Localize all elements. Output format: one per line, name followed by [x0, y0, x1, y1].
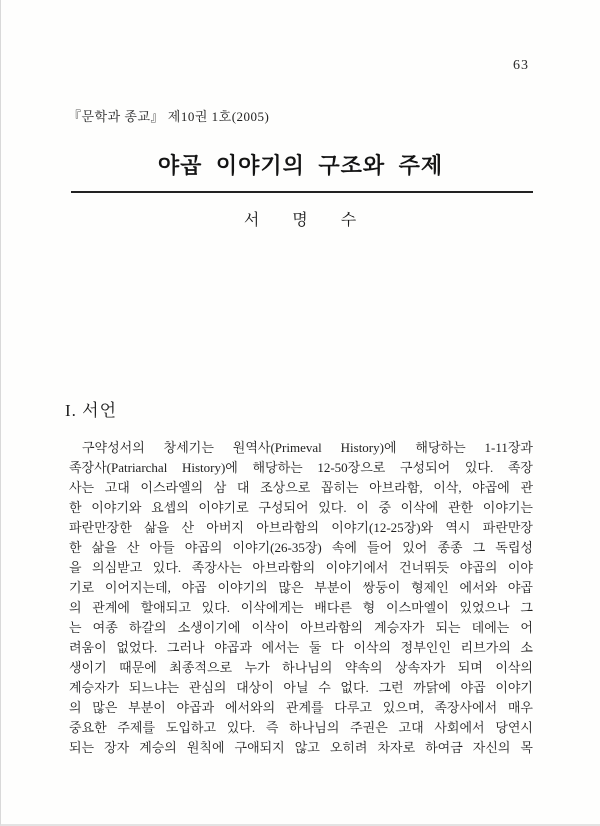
body-line: 의 많은 부분이 야곱과 에서와의 관계를 다루고 있으며, 족장사에서 매우	[69, 700, 533, 715]
journal-citation: 『문학과 종교』 제10권 1호(2005)	[68, 109, 270, 124]
body-line: 기로 이어지는데, 야곱 이야기의 많은 부분이 쌍둥이 형제인 에서와 야곱	[69, 580, 533, 595]
body-line: 구약성서의 창세기는 원역사(Primeval History)에 해당하는 1-11장과	[82, 440, 533, 455]
body-line: 을 의심받고 있다. 족장사는 아브라함의 이야기에서 건너뛰듯 야곱의 이야	[69, 560, 533, 575]
title-divider	[71, 191, 533, 193]
body-line: 중요한 주제를 도입하고 있다. 즉 하나님의 주권은 고대 사회에서 당연시	[69, 720, 533, 735]
body-line: 한 이야기와 요셉의 이야기로 구성되어 있다. 이 중 이삭에 관한 이야기는	[69, 500, 533, 515]
body-line: 사는 고대 이스라엘의 삼 대 조상으로 꼽히는 아브라함, 이삭, 야곱에 관	[69, 480, 533, 495]
body-line: 파란만장한 삶을 산 아버지 아브라함의 이야기(12-25장)와 역시 파란만장	[69, 520, 533, 535]
section-heading: I. 서언	[65, 401, 118, 420]
author-name: 서 명 수	[243, 212, 358, 229]
body-line: 족장사(Patriarchal History)에 해당하는 12-50장으로 구성되어 있다. 족장	[69, 460, 533, 475]
body-line: 생이기 때문에 최종적으로 누가 하나님의 약속의 상속자가 되며 이삭의	[69, 660, 533, 675]
page-number: 63	[513, 58, 529, 73]
body-line: 계승자가 되느냐는 관심의 대상이 아닐 수 없다. 그런 까닭에 야곱 이야기	[69, 680, 533, 695]
body-line: 려움이 없었다. 그러나 야곱과 에서는 둘 다 이삭의 정부인인 리브가의 소	[69, 640, 533, 655]
body-line: 한 삶을 산 아들 야곱의 이야기(26-35장) 속에 들어 있어 종종 그 독립성	[69, 540, 533, 555]
body-line: 의 관계에 할애되고 있다. 이삭에게는 배다른 형 이스마엘이 있었으나 그	[69, 600, 533, 615]
body-line: 되는 장자 계승의 원칙에 구애되지 않고 오히려 차자로 하여금 자신의 목	[69, 740, 533, 755]
body-paragraph	[69, 438, 533, 758]
body-line: 는 여종 하갈의 소생이기에 이삭이 아브라함의 계승자가 되는 데에는 어	[69, 620, 533, 635]
article-title: 야곱 이야기의 구조와 주제	[157, 153, 444, 178]
